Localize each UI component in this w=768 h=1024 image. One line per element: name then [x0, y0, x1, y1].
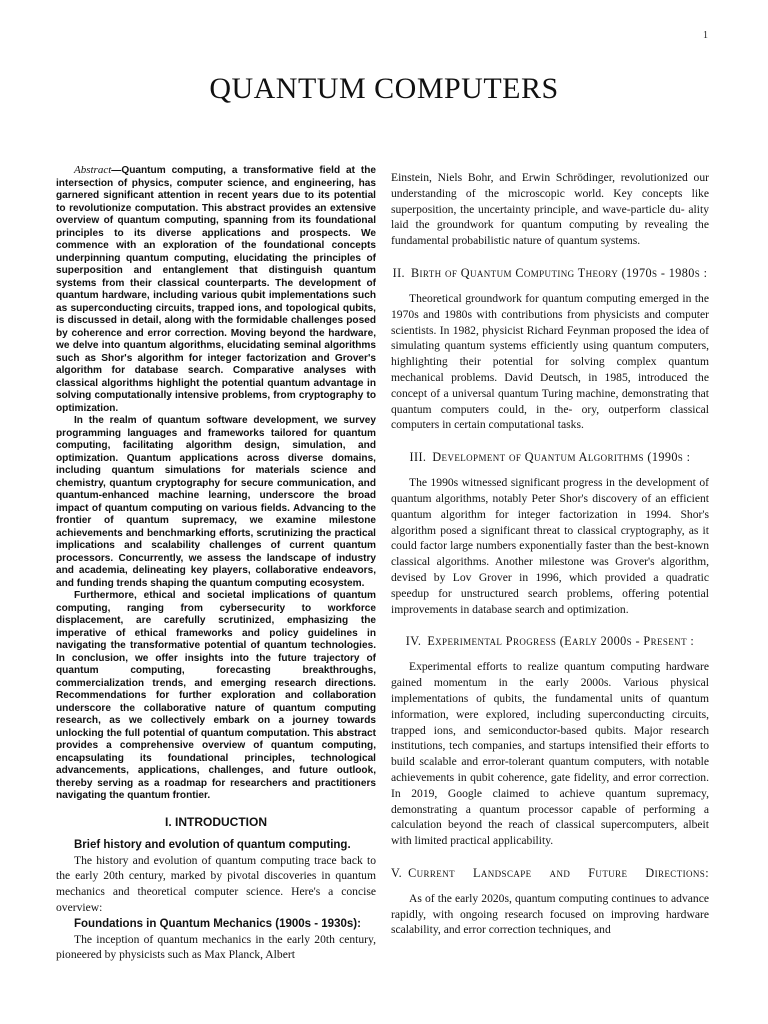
section-5-heading [391, 865, 709, 881]
abstract-label: Abstract [74, 164, 112, 176]
history-subheading: Brief history and evolution of quantum computing. [74, 838, 351, 851]
abstract-paragraph-2: In the realm of quantum software development, we survey programming languages and frameworks tailored for quantum computing, facilitating algorithm design, simulation, and optimization. Quantum applications across diverse domains, including quantum simulations for materials science and chemistry, quantum cryptography for secure communication, and quantum-enhanced machine learning, underscore the broad impact of quantum computing on various fields. Advancing to the frontier of quantum supremacy, we examine milestone achievements and benchmarking efforts, scrutinizing the practical implications and scalability challenges of current quantum processors. Concurrently, we assess the landscape of industry and academia, delineating key players, collaborative endeavors, and funding trends shaping the quantum computing ecosystem. [56, 415, 376, 589]
abstract [56, 164, 376, 803]
section-3-number: III. [409, 450, 427, 465]
section-3-title: Development of Quantum Algorithms (1990s : [432, 450, 691, 465]
continuation-paragraph: Einstein, Niels Bohr, and Erwin Schrödinger, revolutionized our understanding of the microscopic world. Key concepts like superposition, the uncertainty principle, and wave-particle du- ality laid the groundwork for quantum computing by revealing the fundamental probabilistic nature of quantum systems. [391, 171, 709, 248]
abstract-paragraph-3: Furthermore, ethical and societal implications of quantum computing, ranging from cybersecurity to workforce displacement, are carefully scrutinized, emphasizing the imperative of ethical frameworks and policy guidelines in navigating the transformative potential of quantum technologies. In conclusion, we offer insights into the future trajectory of quantum computing, forecasting breakthroughs, commercialization trends, and emerging research directions. Recommendations for further exploration and collaboration underscore the collaborative nature of quantum computing research, as we collectively embark on a journey towards unlocking the full potential of quantum computation. This abstract provides a comprehensive overview of quantum computing, encapsulating its foundational principles, technological advancements, applications, challenges, and future outlook, thereby serving as a roadmap for researchers and practitioners navigating the quantum frontier. [56, 590, 376, 801]
section-2-paragraph: Theoretical groundwork for quantum computing emerged in the 1970s and 1980s with contributions from physicists and computer scientists. In 1982, physicist Richard Feynman proposed the idea of simulating quantum systems efficiently using quantum computers, highlighting their potential for solving complex quantum mechanical problems. David Deutsch, in 1985, introduced the concept of a universal quantum Turing machine, demonstrating that quantum computers could, in the- ory, outperform classical computers in certain computational tasks. [391, 291, 709, 432]
foundations-subheading: Foundations in Quantum Mechanics (1900s - 1930s): [74, 917, 361, 930]
left-column [56, 164, 376, 1014]
abstract-dash: — [111, 165, 122, 176]
section-4-paragraph: Experimental efforts to realize quantum computing hardware gained momentum in the early 2000s. Various physical implementations of qubits, the fundamental units of quantum information, were explored, including superconducting circuits, trapped ions, and semiconductor-based qubits. Major research institutions, tech companies, and startups intensified their efforts to build scalable and error-tolerant quantum computers, with notable achievements in qubit coherence, gate fidelity, and error correction. In 2019, Google claimed to achieve quantum supremacy, demonstrating a quantum processor capable of performing a calculation beyond the reach of classical supercomputers, albeit with limited practical applicability. [391, 660, 709, 848]
section-4-heading [391, 633, 709, 649]
section-3-heading [391, 449, 709, 465]
right-column [391, 170, 709, 1020]
introduction-heading: I. INTRODUCTION [165, 814, 267, 829]
section-5-paragraph: As of the early 2020s, quantum computing continues to advance rapidly, with ongoing research focused on improving hardware scalability, and error correction techniques, and [391, 891, 709, 937]
abstract-text-1: Quantum computing, a transformative field at the intersection of physics, computer science, and engineering, has garnered significant attention in recent years due to its potential to revolutionize computation. This abstract provides an extensive overview of quantum computing, spanning from its foundational principles to its diverse applications and prospects. We commence with an exploration of the foundational concepts underpinning quantum computing, elucidating the principles of superposition and entanglement that distinguish quantum systems from their classical counterparts. The development of quantum hardware, including various qubit implementations such as superconducting circuits, trapped ions, and topological qubits, is discussed in detail, along with the formidable challenges posed by coherence and error correction. Moving beyond the hardware, we delve into quantum algorithms, elucidating seminal algorithms such as Shor's algorithm for integer factorization and Grover's algorithm for database search. Comparative analyses with classical algorithms highlight the potential quantum advantage in solving computationally intensive problems, from cryptography to optimization. [56, 165, 376, 414]
foundations-paragraph: The inception of quantum mechanics in the early 20th century, pioneered by physicists such as Max Planck, Albert [56, 932, 376, 962]
section-4-number: IV. [405, 634, 422, 649]
section-2-title: Birth of Quantum Computing Theory (1970s - 1980s : [410, 265, 708, 280]
history-paragraph: The history and evolution of quantum computing trace back to the early 20th century, marked by pivotal discoveries in quantum mechanics and theoretical computer science. Here's a concise overview: [56, 853, 376, 914]
page-number: 1 [703, 30, 708, 41]
section-5-number: V. [391, 865, 403, 880]
section-5-title: Current Landscape and Future Directions: [408, 865, 709, 880]
paper-title: QUANTUM COMPUTERS [209, 72, 559, 105]
section-4-title: Experimental Progress (Early 2000s - Present : [427, 634, 695, 649]
section-2-heading [391, 265, 709, 281]
section-2-number: II. [392, 265, 405, 280]
section-3-paragraph: The 1990s witnessed significant progress in the development of quantum algorithms, notably Peter Shor's discovery of an efficient quantum algorithm for integer factorization in 1994. Shor's algorithm posed a significant threat to classical cryptography, as it could factor large numbers exponentially faster than the best-known classical algorithms. Another milestone was Grover's algorithm, devised by Lov Grover in 1996, which provided a quadratic speedup for unstructured search problems, offering potential improvements in database search and optimization. [391, 476, 709, 616]
abstract-paragraph-1 [56, 164, 376, 415]
